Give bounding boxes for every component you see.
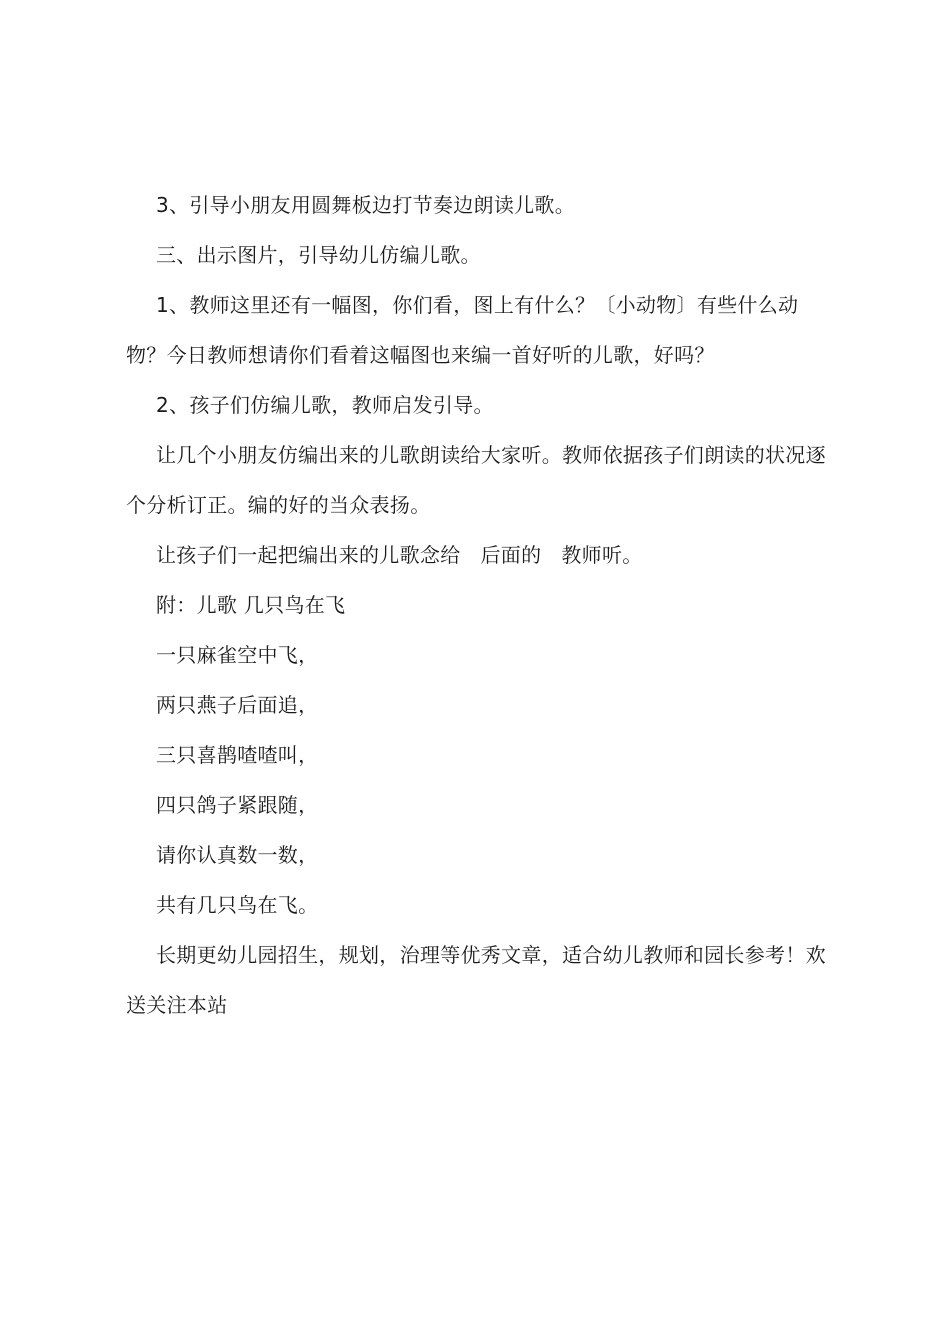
poem-line-5: 请你认真数一数， — [156, 843, 319, 867]
paragraph-step-3: 3、引导小朋友用圆舞板边打节奏边朗读儿歌。 — [156, 193, 576, 217]
poem-line-3: 三只喜鹊喳喳叫， — [156, 743, 319, 767]
paragraph-sub-1: 1、教师这里还有一幅图，你们看，图上有什么？〔小动物〕有些什么动物？今日教师想请你们看着这幅图也来编一首好听的儿歌，好吗？ — [126, 293, 799, 367]
paragraph-recite-together: 让孩子们一起把编出来的儿歌念给 后面的 教师听。 — [156, 543, 643, 567]
poem-line-4: 四只鸽子紧跟随， — [156, 793, 319, 817]
paragraph-section-3-heading: 三、出示图片，引导幼儿仿编儿歌。 — [156, 243, 481, 267]
document-body — [126, 180, 834, 1030]
poem-line-2: 两只燕子后面追， — [156, 693, 319, 717]
poem-line-6: 共有几只鸟在飞。 — [156, 893, 319, 917]
paragraph-sub-2: 2、孩子们仿编儿歌，教师启发引导。 — [156, 393, 494, 417]
paragraph-read-aloud: 让几个小朋友仿编出来的儿歌朗读给大家听。教师依据孩子们朗读的状况逐个分析订正。编的好的当众表扬。 — [126, 443, 826, 517]
poem-line-1: 一只麻雀空中飞， — [156, 643, 319, 667]
paragraph-appendix-title: 附：儿歌 几只鸟在飞 — [156, 593, 346, 617]
paragraph-site-note: 长期更幼儿园招生，规划，治理等优秀文章，适合幼儿教师和园长参考！欢送关注本站 — [126, 943, 826, 1017]
